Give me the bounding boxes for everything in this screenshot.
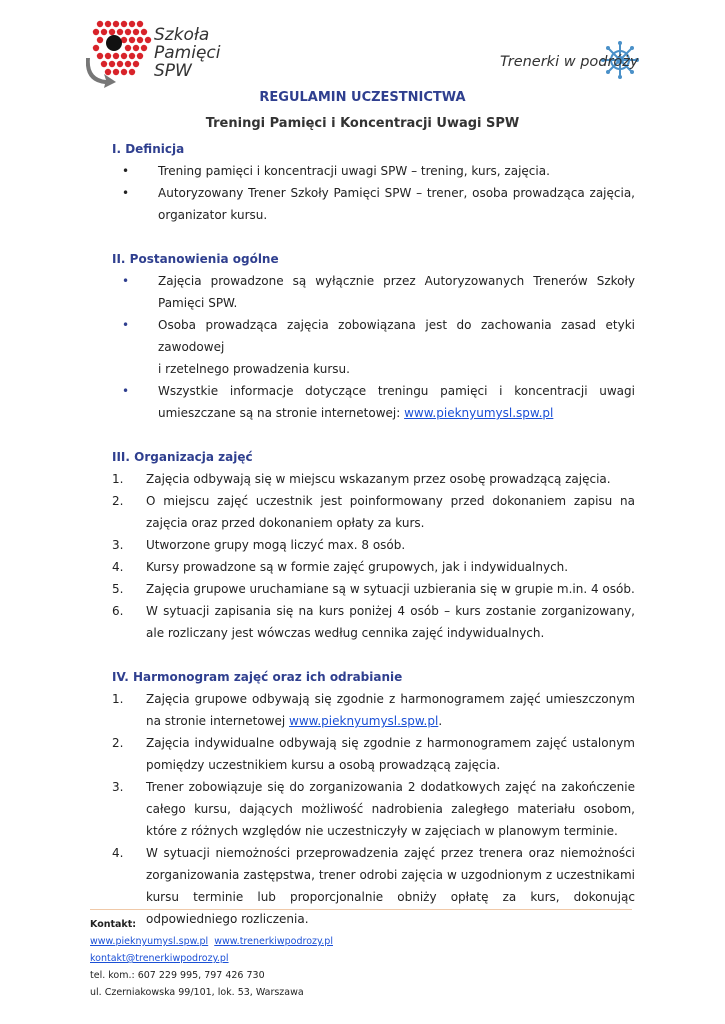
footer-divider — [90, 909, 632, 910]
footer-link-pieknyumysl[interactable]: www.pieknyumysl.spw.pl — [90, 936, 209, 947]
list-item: • Zajęcia prowadzone są wyłącznie przez Autoryzowanych Trenerów Szkoły Pamięci SPW. — [122, 274, 635, 310]
logo-right-text: Trenerki w podróży — [500, 54, 639, 70]
document-title: REGULAMIN UCZESTNICTWA — [259, 90, 466, 105]
svg-text:Szkoła: Szkoła — [154, 25, 210, 45]
footer-email-link[interactable]: kontakt@trenerkiwpodrozy.pl — [90, 953, 229, 964]
list-item: • Wszystkie informacje dotyczące treningu pamięci i koncentracji uwagi umieszczane są na stronie internetowej: www.pieknyumysl.spw.pl — [122, 384, 635, 420]
svg-text:Pamięci: Pamięci — [154, 43, 221, 63]
section-organizacja — [112, 446, 635, 644]
website-link[interactable]: www.pieknyumysl.spw.pl — [289, 714, 439, 728]
list-item: • Trening pamięci i koncentracji uwagi SPW – trening, kurs, zajęcia. — [122, 164, 550, 178]
list-item: 6. W sytuacji zapisania się na kurs poniżej 4 osób – kurs zostanie zorganizowany, ale rozliczany jest wówczas według cennika zajęć indywidualnych. — [112, 604, 635, 640]
document-subtitle: Treningi Pamięci i Koncentracji Uwagi SPW — [205, 116, 520, 131]
section-heading: IV. Harmonogram zajęć oraz ich odrabianie — [112, 670, 403, 684]
list-item: 1. Zajęcia odbywają się w miejscu wskazanym przez osobę prowadzącą zajęcia. — [112, 472, 611, 486]
footer-phone: tel. kom.: 607 229 995, 797 426 730 — [90, 970, 265, 981]
list-item: 2. O miejscu zajęć uczestnik jest poinformowany przed dokonaniem zapisu na zajęcia oraz przed dokonaniem opłaty za kurs. — [112, 494, 635, 530]
list-item: 1. Zajęcia grupowe odbywają się zgodnie z harmonogramem zajęć umieszczonym na stronie internetowej www.pieknyumysl.spw.pl. — [112, 692, 635, 728]
list-item: 4. W sytuacji niemożności przeprowadzenia zajęć przez trenera oraz niemożności zorganizowania zastępstwa, trener odrobi zajęcia w uzgodnionym z uczestnikami kursu terminie lub proporcjonalnie obniży opłatę za kurs, dokonując odpowiedniego rozliczenia. — [112, 846, 635, 926]
footer-link-trenerki[interactable]: www.trenerkiwpodrozy.pl — [214, 936, 333, 947]
section-definicja — [112, 138, 635, 226]
logo-dots-graphic — [86, 18, 226, 90]
document-body — [112, 138, 635, 952]
list-item: 3. Trener zobowiązuje się do zorganizowania 2 dodatkowych zajęć na zakończenie całego kursu, dających możliwość nadrobienia zaległego materiału osobom, które z różnych względów nie uczestniczyły w zajęciach w planowym terminie. — [112, 780, 635, 838]
section-heading: II. Postanowienia ogólne — [112, 252, 279, 266]
section-harmonogram — [112, 666, 635, 930]
section-heading: I. Definicja — [112, 142, 185, 156]
footer-links — [90, 933, 333, 950]
list-item: 4. Kursy prowadzone są w formie zajęć grupowych, jak i indywidualnych. — [112, 560, 569, 574]
list-item: 5. Zajęcia grupowe uruchamiane są w sytuacji uzbierania się w grupie m.in. 4 osób. — [112, 582, 635, 596]
website-link[interactable]: www.pieknyumysl.spw.pl — [404, 406, 554, 420]
footer-address: ul. Czerniakowska 99/101, lok. 53, Warszawa — [90, 987, 304, 998]
section-heading: III. Organizacja zajęć — [112, 450, 253, 464]
footer-email-row — [90, 950, 333, 967]
list-item: • Osoba prowadząca zajęcia zobowiązana jest do zachowania zasad etyki zawodowej — [122, 318, 635, 354]
list-item-continuation: i rzetelnego prowadzenia kursu. — [158, 362, 350, 376]
svg-text:SPW: SPW — [154, 61, 192, 81]
list-item: 3. Utworzone grupy mogą liczyć max. 8 osób. — [112, 538, 406, 552]
footer-contact — [90, 916, 333, 1001]
trenerki-w-podrozy-logo — [500, 38, 645, 84]
section-postanowienia — [112, 248, 635, 424]
list-item: • Autoryzowany Trener Szkoły Pamięci SPW – trener, osoba prowadząca zajęcia, organizator kursu. — [122, 186, 635, 222]
list-item: 2. Zajęcia indywidualne odbywają się zgodnie z harmonogramem zajęć ustalonym pomiędzy uczestnikiem kursu a osobą prowadzącą zajęcia. — [112, 736, 635, 772]
footer-label: Kontakt: — [90, 919, 137, 930]
szkola-pamieci-logo — [86, 18, 226, 90]
